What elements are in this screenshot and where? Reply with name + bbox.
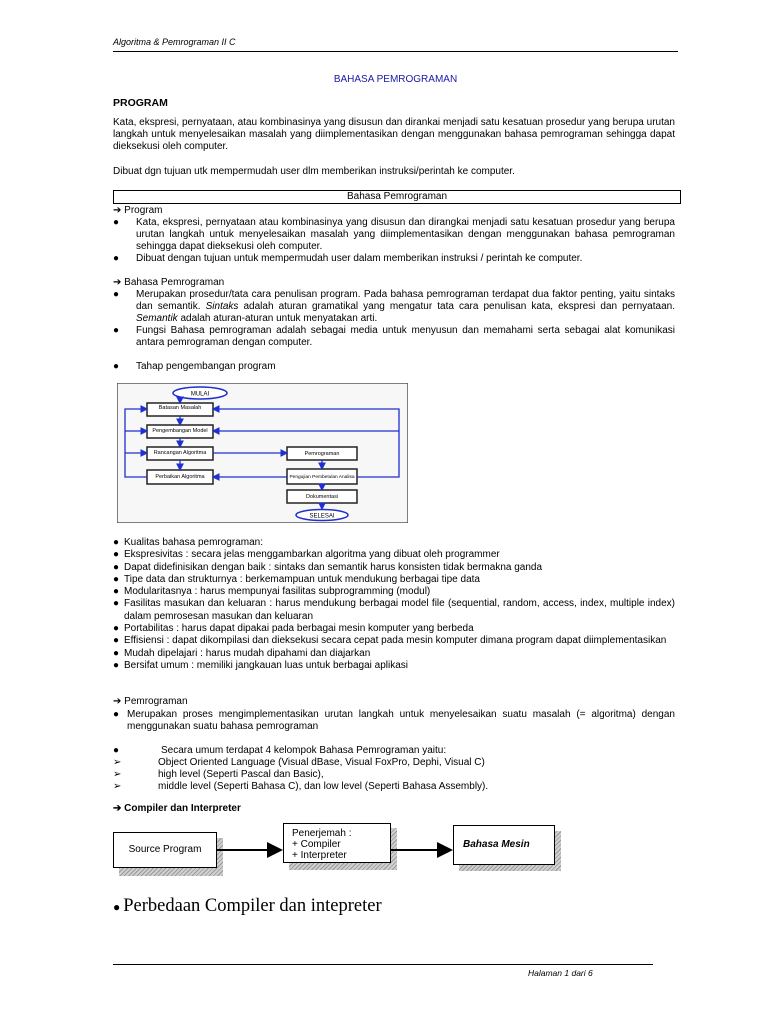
group-item-2: high level (Seperti Pascal dan Basic), [158, 769, 324, 780]
bullet-dot-icon: ● [113, 573, 120, 585]
quality-item-text: Kualitas bahasa pemrograman: [124, 537, 263, 548]
quality-item-text: Modularitasnya : harus mempunyai fasilitas subprogramming (modul) [124, 586, 431, 598]
list-item [113, 623, 675, 635]
bahasa-b1-text3: adalah aturan-aturan untuk menyatakan arti. [177, 313, 378, 324]
flow-box-pemrograman-label: Pemrograman [304, 451, 340, 457]
flow-box-dokumentasi-label: Dokumentasi [305, 494, 339, 500]
comparison-heading-text: Perbedaan Compiler dan intepreter [123, 896, 382, 916]
pemrograman-label: ➔ Pemrograman [113, 696, 188, 707]
list-item [113, 757, 675, 769]
list-item [113, 549, 675, 561]
running-header: Algoritma & Pemrograman II C [113, 37, 236, 47]
quality-item-text: Bersifat umum : memiliki jangkauan luas untuk berbagai aplikasi [124, 659, 409, 671]
list-item [113, 574, 675, 586]
program-heading: PROGRAM [113, 97, 168, 109]
sintaks-term: Sintaks [205, 301, 239, 312]
program-bullet-2: Dibuat dengan tujuan untuk mempermudah user dalam memberikan instruksi / perintah ke computer. [136, 253, 583, 264]
list-item [113, 586, 675, 598]
translator-interpreter: + Interpreter [292, 850, 347, 861]
quality-item-text: Effisiensi : dapat dikompilasi dan dieksekusi secara cepat pada mesin komputer dimana program dapat diimplementasikan [124, 635, 667, 647]
source-program-box: Source Program [113, 832, 217, 868]
compiler-heading-text: Compiler dan Interpreter [124, 803, 241, 814]
arrowhead-bullet-icon: ➢ [113, 781, 122, 792]
arrowhead-bullet-icon: ➢ [113, 757, 122, 768]
quality-item-text: Tipe data dan strukturnya : berkemampuan untuk mendukung berbagai tipe data [124, 573, 480, 585]
translator-compiler: + Compiler [292, 839, 341, 850]
comparison-heading [113, 896, 382, 917]
list-item [113, 598, 675, 623]
bullet-dot-icon: ● [113, 900, 124, 914]
quality-item-text: Portabilitas : harus dapat dipakai pada berbagai mesin komputer yang berbeda [124, 623, 474, 635]
bullet-dot-icon: ● [113, 537, 120, 548]
groups-intro-row [113, 745, 675, 757]
compiler-heading [113, 803, 241, 814]
bullet-dot-icon: ● [113, 561, 120, 573]
bullet-dot-icon: ● [113, 598, 120, 610]
flow-start-label: MULAI [190, 391, 210, 398]
group-item-3: middle level (Seperti Bahasa C), dan low level (Seperti Bahasa Assembly). [158, 781, 489, 792]
quality-item-text: Ekspresivitas : secara jelas menggambarkan algoritma yang dibuat oleh programmer [124, 549, 500, 561]
list-item [113, 709, 675, 733]
pemrograman-bullet: Merupakan proses mengimplementasikan urutan langkah untuk menyelesaikan suatu masalah (= algoritma) dengan menggunakan suatu bahasa pemrograman [127, 709, 675, 732]
arrowhead-bullet-icon: ➢ [113, 769, 122, 780]
flow-box-pengembangan-label: Pengembangan Model [152, 428, 208, 434]
list-item [113, 253, 675, 265]
compiler-arrows [217, 835, 457, 865]
footer-rule [113, 964, 653, 965]
list-item [113, 781, 675, 793]
bahasa-bullet-1 [136, 289, 675, 325]
flow-box-pengujian-label: Pengujian Pembetulan Analisa [289, 475, 355, 480]
bullet-dot-icon: ● [113, 635, 120, 647]
quality-list [113, 537, 675, 672]
bullet-dot-icon: ● [113, 325, 120, 336]
group-item-1: Object Oriented Language (Visual dBase, Visual FoxPro, Dephi, Visual C) [158, 757, 485, 768]
bullet-dot-icon: ● [113, 745, 120, 756]
development-flowchart [117, 383, 408, 523]
bahasa-label: ➔ Bahasa Pemrograman [113, 277, 225, 288]
list-item [113, 325, 675, 349]
arrow-icon: ➔ [113, 803, 125, 814]
list-item [113, 217, 675, 253]
section-box-header: Bahasa Pemrograman [113, 190, 681, 204]
list-item [113, 635, 675, 647]
bahasa-bullet-2: Fungsi Bahasa pemrograman adalah sebagai media untuk menyusun dan memahami serta sebagai alat komunikasi antara pemrograman dengan computer. [136, 325, 675, 348]
header-rule [113, 51, 678, 52]
program-label: ➔ Program [113, 205, 163, 216]
flow-box-rancangan-label: Rancangan Algoritma [153, 450, 207, 456]
bullet-dot-icon: ● [113, 647, 120, 659]
page-number: Halaman 1 dari 6 [528, 968, 593, 978]
bullet-dot-icon: ● [113, 659, 120, 671]
list-item [113, 562, 675, 574]
quality-item-text: Fasilitas masukan dan keluaran : harus mendukung berbagai model file (sequential, random, access, index, multiple index) dalam pemrosesan masukan dan keluaran [124, 598, 675, 622]
bullet-dot-icon: ● [113, 253, 120, 264]
list-item [113, 648, 675, 660]
list-item [113, 537, 675, 549]
list-item [113, 361, 675, 373]
list-item [113, 769, 675, 781]
bullet-dot-icon: ● [113, 709, 120, 720]
program-purpose: Dibuat dgn tujuan utk mempermudah user dlm memberikan instruksi/perintah ke computer. [113, 166, 515, 177]
machine-language-box: Bahasa Mesin [453, 825, 555, 865]
quality-item-text: Dapat didefinisikan dengan baik : sintaks dan semantik harus konsisten tidak bermakna ganda [124, 561, 543, 573]
program-bullet-1: Kata, ekspresi, pernyataan atau kombinasinya yang disusun dan dirangkai menjadi satu kesatuan prosedur yang berupa urutan langkah untuk menyelesaikan masalah yang diimplementasikan dengan menggunakan bahasa pemrograman sehingga dapat dieksekusi oleh computer. [136, 217, 675, 252]
translator-title: Penerjemah : [292, 828, 352, 839]
document-title: BAHASA PEMROGRAMAN [333, 74, 458, 85]
bahasa-b1-text2: adalah aturan gramatikal yang mengatur tata cara penulisan kata, ekspresi dan pernyataan. [238, 301, 675, 312]
bullet-dot-icon: ● [113, 361, 120, 372]
list-item [113, 289, 675, 325]
groups-intro: Secara umum terdapat 4 kelompok Bahasa Pemrograman yaitu: [161, 745, 447, 756]
bahasa-bullet-3: Tahap pengembangan program [136, 361, 276, 372]
program-definition: Kata, ekspresi, pernyataan, atau kombinasinya yang disusun dan dirankai menjadi satu kesatuan prosedur yang berupa urutan langkah untuk menyelesaikan masalah yang diimplementasikan dengan menggunakan bahasa pemrograman sehingga dapat dieksekusi oleh computer. [113, 117, 675, 152]
bullet-dot-icon: ● [113, 549, 120, 561]
semantik-term: Semantik [136, 313, 178, 324]
bullet-dot-icon: ● [113, 217, 120, 228]
list-item [113, 660, 675, 672]
quality-item-text: Mudah dipelajari : harus mudah dipahami dan diajarkan [124, 647, 371, 659]
bullet-dot-icon: ● [113, 586, 120, 598]
flow-end-label: SELESAI [309, 513, 335, 520]
bullet-dot-icon: ● [113, 289, 120, 300]
bullet-dot-icon: ● [113, 623, 120, 635]
flow-box-batasan-label: Batasan Masalah [158, 405, 202, 411]
flow-box-perbaikan-label: Perbaikan Algoritma [155, 474, 205, 480]
bahasa-b1-text: Merupakan prosedur/tata cara penulisan program. Pada bahasa pemrograman terdapat dua faktor penting, yaitu sintaks dan semantik. [136, 289, 675, 312]
